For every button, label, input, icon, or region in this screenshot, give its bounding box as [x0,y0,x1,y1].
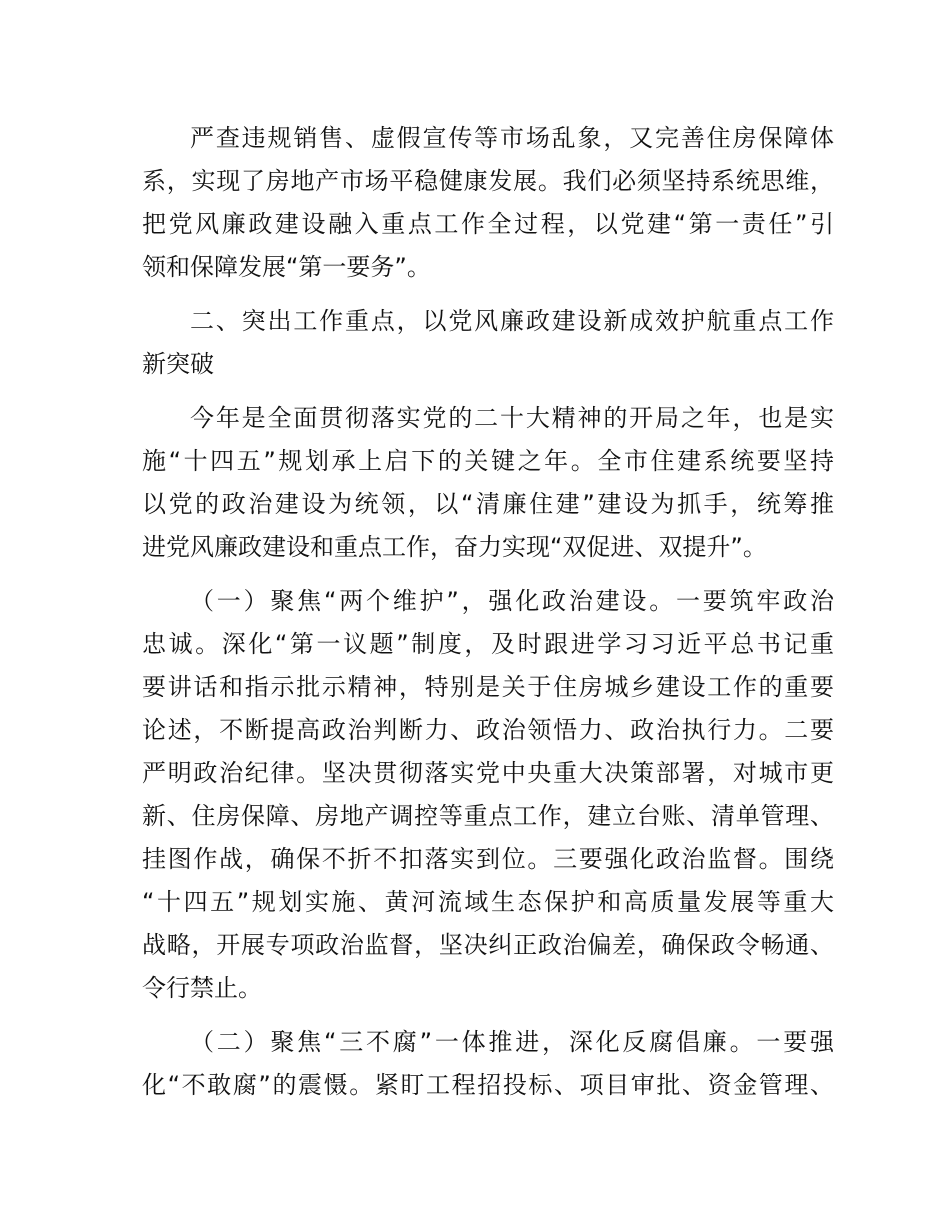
text-line: 施“十四五”规划承上启下的关键之年。全市住建系统要坚持 [142,447,834,475]
text-line: 严明政治纪律。坚决贯彻落实党中央重大决策部署，对城市更 [142,759,834,787]
text-line: 今年是全面贯彻落实党的二十大精神的开局之年，也是实 [190,404,834,432]
text-line: （二）聚焦“三不腐”一体推进，深化反腐倡廉。一要强 [190,1028,834,1056]
text-line: 严查违规销售、虚假宣传等市场乱象，又完善住房保障体 [190,124,834,152]
text-line: “十四五”规划实施、黄河流域生态保护和高质量发展等重大 [142,888,834,916]
section-heading-line: 二、突出工作重点，以党风廉政建设新成效护航重点工作 [190,307,834,335]
text-line: 挂图作战，确保不折不扣落实到位。三要强化政治监督。围绕 [142,845,834,873]
text-line: 忠诚。深化“第一议题”制度，及时跟进学习习近平总书记重 [142,630,834,658]
text-line: 令行禁止。 [142,974,262,1002]
text-line: 进党风廉政建设和重点工作，奋力实现“双促进、双提升”。 [142,533,767,561]
text-line: 战略，开展专项政治监督，坚决纠正政治偏差，确保政令畅通、 [142,931,834,959]
text-line: 新、住房保障、房地产调控等重点工作，建立台账、清单管理、 [142,802,834,830]
text-line: 把党风廉政建设融入重点工作全过程，以党建“第一责任”引 [142,210,834,238]
text-line: 化“不敢腐”的震慑。紧盯工程招投标、项目审批、资金管理、 [142,1071,834,1099]
text-line: 论述，不断提高政治判断力、政治领悟力、政治执行力。二要 [142,716,834,744]
text-line: 要讲话和指示批示精神，特别是关于住房城乡建设工作的重要 [142,673,834,701]
text-line: 领和保障发展“第一要务”。 [142,253,431,281]
text-line: 以党的政治建设为统领，以“清廉住建”建设为抓手，统筹推 [142,490,834,518]
text-line: （一）聚焦“两个维护”，强化政治建设。一要筑牢政治 [190,587,834,615]
section-heading-line: 新突破 [142,350,214,378]
text-line: 系，实现了房地产市场平稳健康发展。我们必须坚持系统思维， [142,167,834,195]
